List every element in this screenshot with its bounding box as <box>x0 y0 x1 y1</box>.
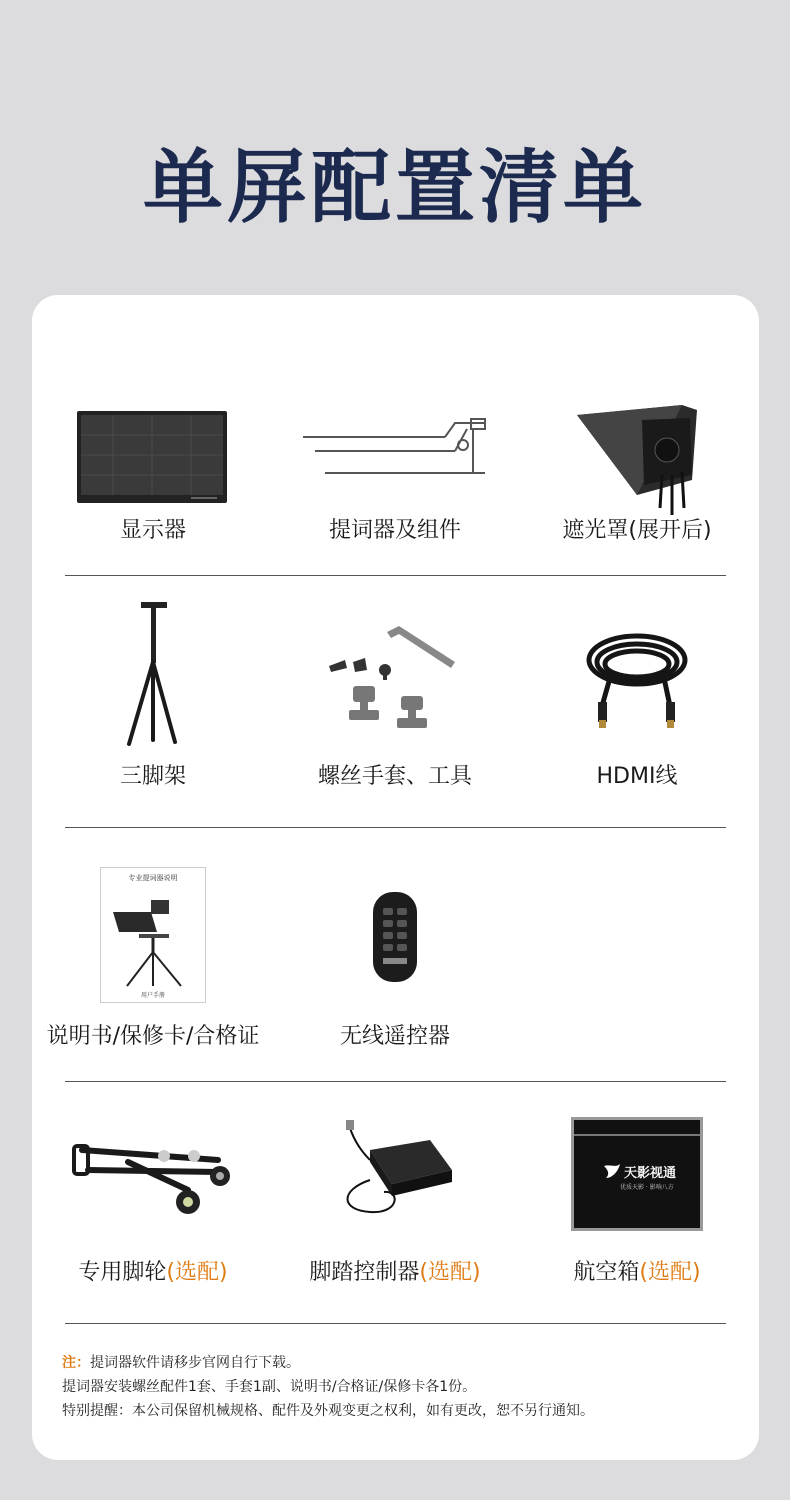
monitor-image <box>53 390 253 520</box>
flight-case <box>571 1117 703 1231</box>
manual-cover <box>100 867 206 1003</box>
item-label: 航空箱(选配) <box>573 1260 701 1285</box>
tripod-image <box>53 602 253 752</box>
row-divider <box>65 575 726 576</box>
item-foot-pedal <box>274 1095 516 1345</box>
row-divider <box>65 827 726 828</box>
item-label: 螺丝手套、工具 <box>317 764 472 789</box>
item-label: 显示器 <box>119 518 186 543</box>
row-divider <box>65 1081 726 1082</box>
item-tripod <box>32 587 274 837</box>
casters-image <box>53 1105 253 1235</box>
teleprompter-kit-image <box>295 390 495 520</box>
hood-image <box>537 390 737 520</box>
manual-cover-title: 专业提词器说明 <box>128 874 178 882</box>
remote-image <box>295 873 495 1003</box>
item-row-1 <box>32 335 759 585</box>
hdmi-cable-image <box>537 612 737 742</box>
item-casters <box>32 1095 274 1345</box>
brand-name: 天影视通 <box>624 1166 677 1181</box>
item-label: 说明书/保修卡/合格证 <box>46 1024 260 1049</box>
item-label: 遮光罩(展开后) <box>562 518 712 543</box>
item-hood <box>516 335 758 585</box>
item-label: 提词器及组件 <box>328 518 461 543</box>
note-line-2: 提词器安装螺丝配件1套、手套1副、说明书/合格证/保修卡各1份。 <box>62 1379 477 1395</box>
page-title: 单屏配置清单 <box>143 141 647 234</box>
item-monitor <box>32 335 274 585</box>
item-manual-cards <box>32 843 274 1093</box>
item-label: 无线遥控器 <box>339 1024 450 1049</box>
flight-case-image <box>537 1115 737 1233</box>
item-row-4 <box>32 1095 759 1345</box>
item-screws-tools <box>274 587 516 837</box>
item-row-3 <box>32 843 759 1093</box>
note-line-3: 特别提醒：本公司保留机械规格、配件及外观变更之权利，如有更改，恕不另行通知。 <box>62 1403 594 1419</box>
item-flight-case <box>516 1095 758 1345</box>
item-label: 专用脚轮(选配) <box>78 1260 228 1285</box>
brand-logo-icon <box>602 1162 622 1180</box>
manual-cover-subtitle: 用户手册 <box>140 992 165 999</box>
item-wireless-remote <box>274 843 516 1093</box>
item-hdmi-cable <box>516 587 758 837</box>
foot-pedal-image <box>295 1105 495 1235</box>
item-label: HDMI线 <box>596 764 678 789</box>
brand-slogan: 优质天影 · 影响八方 <box>620 1184 674 1191</box>
config-list-card <box>32 295 759 1460</box>
row-divider <box>65 1323 726 1324</box>
manual-image <box>53 865 253 1005</box>
note-line-1: 注：提词器软件请移步官网自行下载。 <box>62 1355 300 1371</box>
item-row-2 <box>32 587 759 837</box>
item-teleprompter-kit <box>274 335 516 585</box>
screws-tools-image <box>295 612 495 742</box>
notes <box>62 1351 742 1423</box>
item-label: 三脚架 <box>119 764 186 789</box>
note-label: 注： <box>62 1355 90 1371</box>
item-label: 脚踏控制器(选配) <box>309 1260 481 1285</box>
